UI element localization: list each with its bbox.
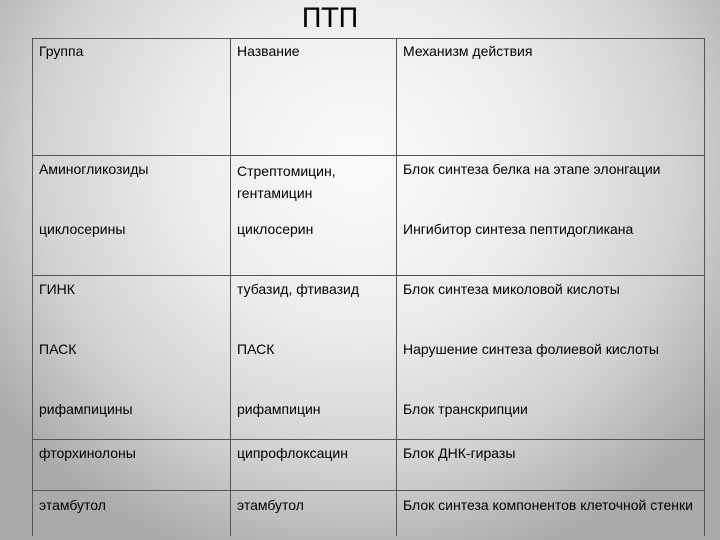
table-row: [33, 336, 705, 396]
row-name: этамбутол: [237, 497, 304, 513]
row-name: рифампицин: [237, 401, 321, 417]
table-row: [33, 491, 705, 537]
row-group: фторхинолоны: [39, 445, 136, 461]
row-name: ципрофлоксацин: [237, 445, 348, 461]
slide-title: ПТП: [301, 3, 359, 34]
drug-table: [32, 38, 705, 536]
table-header-row: [33, 39, 705, 156]
row-group: ПАСК: [39, 341, 77, 357]
row-group: ГИНК: [39, 281, 75, 297]
row-name: ПАСК: [237, 341, 275, 357]
row-name: циклосерин: [237, 221, 314, 237]
header-mechanism: Механизм действия: [397, 39, 705, 156]
row-mechanism: Блок синтеза белка на этапе элонгации: [403, 161, 661, 177]
table-row: [33, 156, 705, 217]
table-row: [33, 216, 705, 276]
row-mechanism: Ингибитор синтеза пептидогликана: [403, 221, 634, 237]
header-group: Группа: [33, 39, 231, 156]
table-row: [33, 396, 705, 440]
row-name: тубазид, фтивазид: [237, 281, 360, 297]
row-group: этамбутол: [39, 497, 106, 513]
row-group: циклосерины: [39, 221, 126, 237]
table-row: [33, 440, 705, 491]
row-group: рифампицины: [39, 401, 133, 417]
table-row: [33, 276, 705, 337]
row-group: Аминогликозиды: [39, 161, 149, 177]
row-name: Стрептомицин, гентамицин: [237, 163, 336, 201]
row-mechanism: Блок транскрипции: [403, 401, 528, 417]
row-mechanism: Блок ДНК-гиразы: [403, 445, 516, 461]
row-mechanism: Блок синтеза компонентов клеточной стенки: [403, 497, 693, 513]
row-mechanism: Блок синтеза миколовой кислоты: [403, 281, 620, 297]
header-name: Название: [231, 39, 397, 156]
row-mechanism: Нарушение синтеза фолиевой кислоты: [403, 341, 659, 357]
